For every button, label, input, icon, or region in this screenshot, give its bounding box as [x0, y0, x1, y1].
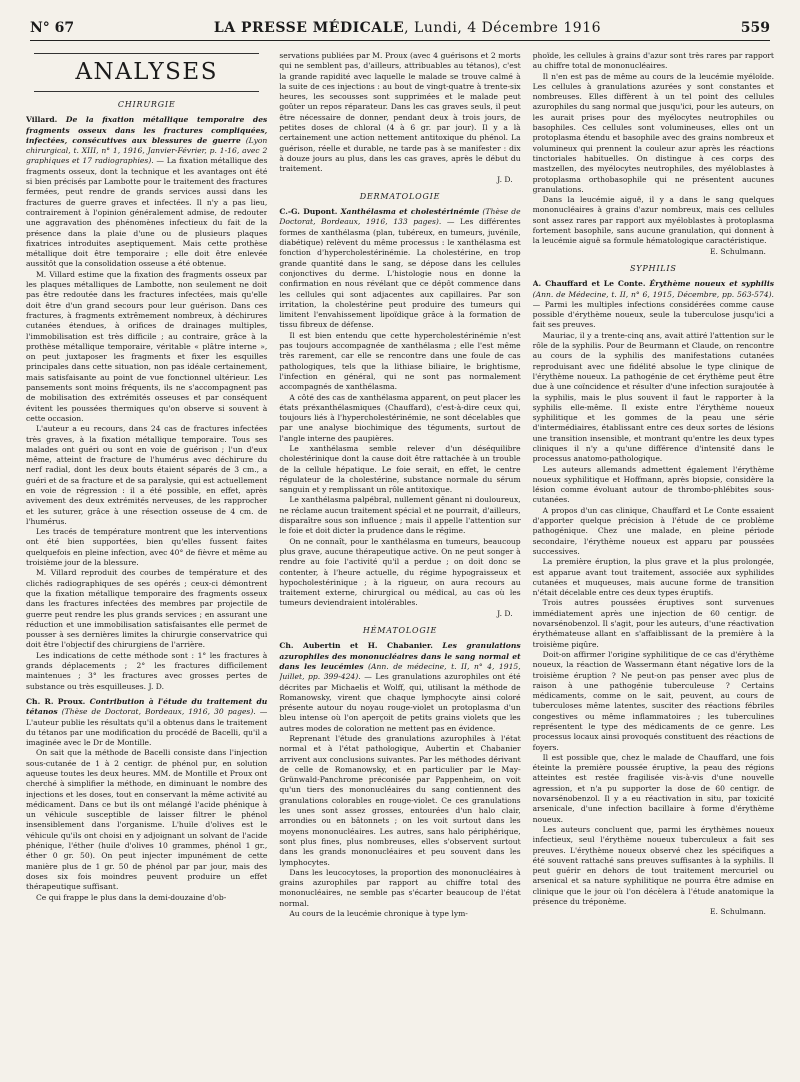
- page-number: 559: [740, 20, 770, 36]
- author: Ch. Aubertin et H. Chabanier.: [279, 641, 433, 651]
- section-syphilis: SYPHILIS: [630, 263, 677, 273]
- paragraph: Dans la leucémie aiguë, il y a dans le sang quelques mononucléaires à grains d'azur nombreux, mais ces cellules sont assez rares par rapport aux myéloblastes à protoplasma fortement basophile, sans aucune granulation, qui donnent à la leucémie aiguë sa formule hématologique caractéristique.: [532, 195, 774, 246]
- column-2: [279, 51, 520, 1076]
- paragraph: Trois autres poussées éruptives sont survenues immédiatement après une injection de 60 centigr. de novarsénobenzol. Il s'agit, pour les auteurs, d'une réactivation érythémateuse allant en s'affaiblissant de la première à la troisième piqûre.: [532, 598, 774, 649]
- paragraph: Les tracés de température montrent que les interventions ont été bien supportées, bien qu'elles fussent faites quelquefois en pleine infection, avec 40° de fièvre et même au troisième jour de la blessure.: [26, 527, 268, 568]
- paragraph: Les auteurs allemands admettent également l'érythème noueux syphilitique et Hoffmann, après biopsie, considère la lésion comme évoluant autour de thrombo-phlébites sous-cutanées.: [532, 464, 774, 505]
- paragraph: L'auteur a eu recours, dans 24 cas de fractures infectées très graves, à la fixation métallique temporaire. Tous ses malades ont guéri ou sont en voie de guérison ; l'un d'eux même, atteint de fracture de l'humérus avec déchirure du nerf radial, dont les deux bouts étaient séparés de 3 cm., a guéri et de sa fracture et de sa paralysie, qui est actuellement en voie de régression : il a été possible, en effet, après avivement des deux extrémités nerveuses, de les rapprocher et les suturer, grâce à une résection osseuse de 4 cm. de l'humérus.: [26, 424, 268, 526]
- paragraph: — Parmi les multiples infections considérées comme cause possible d'érythème noueux, seule la tuberculose jusqu'ici a fait ses preuves.: [532, 299, 774, 330]
- paragraph: La première éruption, la plus grave et la plus prolongée, est apparue avant tout traitement, associée aux syphilides cutanées et muqueuses, mais aucune forme de transition n'était décelable entre ces deux types éruptifs.: [532, 557, 774, 598]
- article-source: (Thèse de Doctorat, Bordeaux, 1916, 133 pages).: [279, 207, 521, 227]
- paragraph: Reprenant l'étude des granulations azurophiles à l'état normal et à l'état pathologique, Aubertin et Chabanier arrivent aux conclusions suivantes. Par les méthodes dérivant de celle de Romanowsky, et en particulier par le May-Grünwald-Panchrome préconisée par Pappenheim, on voit qu'un tiers des mononucléaires du sang contiennent des granulations colorables en rouge-violet. Ce ces granulations les unes sont assez grosses, entourées d'un halo clair, arrondies ou en bâtonnets ; on les voit surtout dans les moyens mononucléaires. Les autres, sans halo périphérique, sont plus fines, plus nombreuses, elles s'observent surtout dans les grands mononucléaires et peu souvent dans les lymphocytes.: [279, 734, 521, 867]
- article-title: Xanthélasma et cholestérinémie: [337, 207, 480, 217]
- article-title: De la fixation métallique temporaire des fragments osseux dans les fractures compliquées, infectées, consécutives aux blessures de guerre: [26, 115, 268, 145]
- column-3: [533, 51, 774, 1076]
- paragraph: Au cours de la leucémie chronique à type lym-: [289, 909, 468, 919]
- paragraph: M. Villard estime que la fixation des fragments osseux par les plaques métalliques de Lambotte, non seulement ne doit pas être redoutée dans les fractures infectées, mais qu'elle doit être d'un grand secours pour leur guérison. Dans ces fractures, à fragments extrêmement nombreux, à déchirures cutanées étendues, à orifices de drainages multiples, l'immobilisation est très difficile ; au contraire, grâce à la prothèse métallique temporaire, véritable « plâtre interne », on peut juxtaposer les fragments et fixer les esquilles principales dans cette situation, non pas idéale certainement, mais satisfaisante au point de vue fonctionnel ultérieur. Les pansements sont moins fréquents, ils ne s'accompagnent pas de mobilisation des extrémités osseuses et par conséquent évitent les poussées thermiques qu'on observe si souvent à cette occasion.: [26, 269, 268, 423]
- paragraph: phoïde, les cellules à grains d'azur sont très rares par rapport au chiffre total de mononucléaires.: [532, 51, 774, 71]
- author: Ch. R. Proux.: [26, 696, 86, 706]
- article-title: Contribution à l'étude du traitement du tétanos: [26, 696, 268, 717]
- paragraph: Doit-on affirmer l'origine syphilitique de ce cas d'érythème noueux, la réaction de Wassermann étant négative lors de la troisième éruption ? Ne peut-on pas penser avec plus de raison à une pathogénie tuberculeuse ? Certains médicaments, comme on le sait, peuvent, au cours de tuberculoses même latentes, susciter des réactions fébriles congestives ou même inflammatoires ; les tuberculines représentent le type des médicaments de ce genre. Les processus locaux ainsi provoqués constituent des réactions de foyers.: [532, 649, 774, 752]
- article-source: (Thèse de Doctorat, Bordeaux, 1916, 30 pages).: [57, 707, 256, 717]
- paragraph: servations publiées par M. Proux (avec 4 guérisons et 2 morts qui ne semblent pas, d'ailleurs, attribuables au tétanos), c'est la grande rapidité avec laquelle le malade se trouve calmé à la suite de ces injections : au bout de vingt-quatre à trente-six heures, les secousses sont supprimées et le malade peut goûter un repos réparateur. Dans les cas graves seuls, il peut être nécessaire de donner, pendant deux à trois jours, de petites doses de chloral (4 à 6 gr. par jour). Il y a là certainement une action nettement antitoxique du phénol. La guérison, réelle et durable, ne tarde pas à se manifester : dix à douze jours au plus, dans les cas graves, après le début du traitement.: [279, 51, 521, 174]
- section-dermatologie: DERMATOLOGIE: [359, 191, 441, 201]
- analyses-heading: ANALYSES: [34, 53, 259, 92]
- masthead: [214, 20, 601, 36]
- paragraph: Il n'en est pas de même au cours de la leucémie myéloïde. Les cellules à granulations azurées y sont constantes et nombreuses. Elles diffèrent à un tel point des cellules azurophiles du sang normal que jusqu'ici, pour les auteurs, on les aurait prises pour des myélocytes neutrophiles ou basophiles. Ces cellules sont volumineuses, elles ont un protoplasma étendu et basophile avec des grains nombreux et volumineux qui prennent la couleur azur après les réactions tinctoriales habituelles. On distingue à ces corps des mastzellen, des myélocytes neutrophiles, des myéloblastes à protoplasma orthobasophile qui ne présentent aucunes granulations.: [532, 71, 774, 194]
- article-villard: [26, 115, 267, 269]
- paragraph: Les auteurs concluent que, parmi les érythèmes noueux infectieux, seul l'érythème noueux tuberculeux a fait ses preuves. L'érythème noueux observé chez les spécifiques a été souvent rattaché sans preuves suffisantes à la syphilis. Il peut guérir en dehors de tout traitement mercuriel ou arsenical et sa nature syphilitique ne pourra être admise en clinique que le jour où l'on décèlera à l'étude anatomique la présence du tréponème.: [532, 824, 774, 907]
- issue-date: , Lundi, 4 Décembre 1916: [404, 20, 602, 36]
- issue-number: N° 67: [30, 20, 75, 36]
- article-columns: [26, 51, 774, 1076]
- author: Villard.: [26, 115, 58, 125]
- paragraph: Il est possible que, chez le malade de Chauffard, une fois éteinte la première poussée éruptive, la peau des régions atteintes est restée fragilisée vis-à-vis d'une nouvelle agression, et n'a pu supporter la dose de 60 centigr. de novarsénobenzol. Il y a eu réactivation in situ, par toxicité arsenicale, d'une infection bacillaire à forme d'érythème noueux.: [532, 752, 774, 824]
- paragraph: [26, 651, 267, 692]
- article-source: (Ann. de médecine, t. II, n° 4, 1915, Juillet, pp. 399-424).: [279, 661, 521, 682]
- paragraph: Il est bien entendu que cette hypercholestérinémie n'est pas toujours accompagnée de xanthélasma ; elle l'est même très rarement, car elle se rencontre dans une foule de cas pathologiques, tels que la lithiase biliaire, le brightisme, l'infection en général, qui ne sont pas normalement accompagnés de xanthélasma.: [279, 330, 521, 392]
- paragraph: Le xanthélasma palpébral, nullement gênant ni douloureux, ne réclame aucun traitement spécial et ne pourrait, d'ailleurs, disparaître sous son influence ; mais il appelle l'attention sur le foie et doit dicter la prudence dans le régime.: [279, 495, 521, 536]
- paragraph: M. Villard reproduit des courbes de température et des clichés radiographiques de ses opérés ; ceux-ci démontrent que la fixation métallique temporaire des fragments osseux dans les fractures infectées des membres par projectile de guerre peut rendre les plus grands services ; en assurant une réduction et une immobilisation satisfaisantes elle permet de pousser à ses dernières limites la chirurgie conservatrice qui doit être l'objectif des chirurgiens de l'arrière.: [26, 568, 268, 650]
- paragraph: A côté des cas de xanthélasma apparent, on peut placer les états préxanthélasmiques (Chauffard), c'est-à-dire ceux qui, toujours liés à l'hypercholestérinémie, ne sont décelables que par une analyse biochimique des téguments, surtout de l'angle interne des paupières.: [279, 392, 521, 443]
- article-source: (Ann. de Médecine, t. II, n° 6, 1915, Décembre, pp. 563-574).: [532, 289, 774, 299]
- column-1: [26, 51, 267, 1076]
- page-header: [30, 20, 770, 41]
- section-hematologie: HÉMATOLOGIE: [362, 626, 438, 636]
- paragraph: Mauriac, il y a trente-cinq ans, avait attiré l'attention sur le rôle de la syphilis. Pour de Beurmann et Claude, on rencontre au cours de la syphilis des manifestations cutanées reproduisant avec une fidélité absolue le type clinique de l'érythème noueux. La pathogénie de cet érythème peut être due à une coïncidence et résulter d'une infection surajoutée à la syphilis, mais le plus souvent il faut le rapporter à la syphilis elle-même. Il existe entre l'érythème noueux syphilitique et les gommes de la peau une série d'intermédiaires, établissant entre ces deux sortes de lésions une transition insensible, et montrant qu'entre les deux types cliniques il n'y a qu'une différence d'intensité dans le processus anatomo-pathologique.: [532, 330, 774, 464]
- paragraph: — La fixation métallique des fragments osseux, dont la technique et les avantages ont été si bien précisés par Lambotte pour le traitement des fractures fermées, peut rendre de grands services aussi dans les fractures de guerre graves et infectées. Il n'y a pas lieu, contrairement à l'opinion généralement admise, de redouter une aggravation des phénomènes infectieux du fait de la présence dans la plaie d'une ou de plusieurs plaques fixatrices introduites aseptiquement. Mais cette prothèse métallique doit être temporaire ; elle doit être enlevée aussitôt que la consolidation osseuse a été obtenue.: [26, 156, 268, 269]
- article-aubertin-chabanier: [279, 641, 520, 734]
- paragraph: — Les granulations azurophiles ont été décrites par Michaelis et Wolff, qui, utilisant la méthode de Romanowsky, virent que chaque lymphocyte ainsi coloré présente autour du noyau rouge-violet un protoplasma d'un bleu intense où l'on aperçoit de petits grains violets que les autres modes de coloration ne mettent pas en évidence.: [279, 672, 521, 733]
- paragraph: — Les différentes formes de xanthélasma (plan, tubéreux, en tumeurs, juvénile, diabétique) relèvent du même processus : le xanthélasma est fonction d'hypercholestérinémie. La cholestérine, en trop grande quantité dans le sang, se dépose dans les cellules conjonctives du derme. L'histologie nous en donne la confirmation en nous révélant que ce dépôt commence dans les cellules qui sont adjacentes aux capillaires. Par son irritation, la cholestérine peut produire des tumeurs qui limitent l'envahissement lipoïdique grâce à la formation de tissu fibreux de défense.: [279, 217, 521, 330]
- signature: E. Schulmann.: [710, 907, 766, 917]
- paragraph: On sait que la méthode de Bacelli consiste dans l'injection sous-cutanée de 1 à 2 centigr. de phénol pur, en solution aqueuse toutes les deux heures. MM. de Montille et Proux ont cherché à simplifier la méthode, en diminuant le nombre des injections et les doses, tout en conservant la même activité au médicament. Dans ce but ils ont mélangé l'acide phénique à un véhicule susceptible de laisser filtrer le phénol insensiblement dans l'organisme. L'huile d'olives est le véhicule qu'ils ont choisi en y adjoignant un solvant de l'acide phénique, l'éther (huile d'olives 10 grammes, phénol 1 gr., éther 0 gr. 50). On peut injecter impunément de cette manière plus de 1 gr. 50 de phénol par par jour, mais des doses six fois moindres peuvent produire un effet thérapeutique suffisant.: [26, 748, 268, 892]
- signature: J. D.: [148, 681, 164, 691]
- article-chauffard-leconte: [533, 279, 774, 330]
- paragraph: A propos d'un cas clinique, Chauffard et Le Conte essaient d'apporter quelque précision à l'étude de ce problème pathogénique. Chez une malade, en pleine période secondaire, l'érythème noueux est apparu par poussées successives.: [532, 505, 774, 556]
- article-title: Érythème noueux et syphilis: [645, 279, 774, 289]
- article-source: (Lyon chirurgical, t. XIII, n° 1, 1916, Janvier-Février, p. 1-16, avec 2 graphiques et 17 radiographies).: [26, 135, 268, 166]
- author: C.-G. Dupont.: [279, 207, 338, 217]
- paragraph-text: Les indications de cette méthode sont : 1° les fractures à grands déplacements ; 2° les fractures difficilement maintenues ; 3° les fractures avec grosses pertes de substance ou très esquilleuses.: [26, 650, 268, 691]
- paragraph: Dans les leucocytoses, la proportion des mononucléaires à grains azurophiles par rapport au chiffre total des mononucléaires, ne semble pas s'écarter beaucoup de l'état normal.: [279, 867, 521, 908]
- signature: J. D.: [497, 608, 513, 618]
- signature: E. Schulmann.: [710, 246, 766, 256]
- article-title: Les granulations azurophiles des mononucléaires dans le sang normal et dans les leucémies: [279, 641, 521, 671]
- author: A. Chauffard et Le Conte.: [532, 279, 646, 289]
- signature: J. D.: [497, 174, 513, 184]
- journal-title: LA PRESSE MÉDICALE: [213, 20, 405, 36]
- paragraph: — L'auteur publie les résultats qu'il a obtenus dans le traitement du tétanos par une modification du procédé de Bacelli, qu'il a imaginée avec le Dr de Montille.: [26, 707, 268, 748]
- article-proux: [26, 697, 267, 748]
- paragraph: Le xanthélasma semble relever d'un déséquilibre cholestérinique dont la cause doit être rattachée à un trouble de la cellule hépatique. Le foie serait, en effet, le centre régulateur de la cholestérine, substance normale du sérum sanguin et y remplissant un rôle antitoxique.: [279, 443, 521, 495]
- paragraph: On ne connaît, pour le xanthélasma en tumeurs, beaucoup plus grave, aucune thérapeutique active. On ne peut songer à rendre au foie l'activité qu'il a perdue ; on doit donc se contenter, à l'heure actuelle, du régime hypograisseux et hypocholestérinique ; à la rigueur, on aura recours au traitement externe, chirurgical ou médical, au cas où les tumeurs deviendraient intolérables.: [279, 536, 521, 608]
- article-dupont: [279, 207, 520, 331]
- section-chirurgie: CHIRURGIE: [117, 100, 176, 109]
- paragraph: Ce qui frappe le plus dans la demi-douzaine d'ob-: [36, 892, 227, 902]
